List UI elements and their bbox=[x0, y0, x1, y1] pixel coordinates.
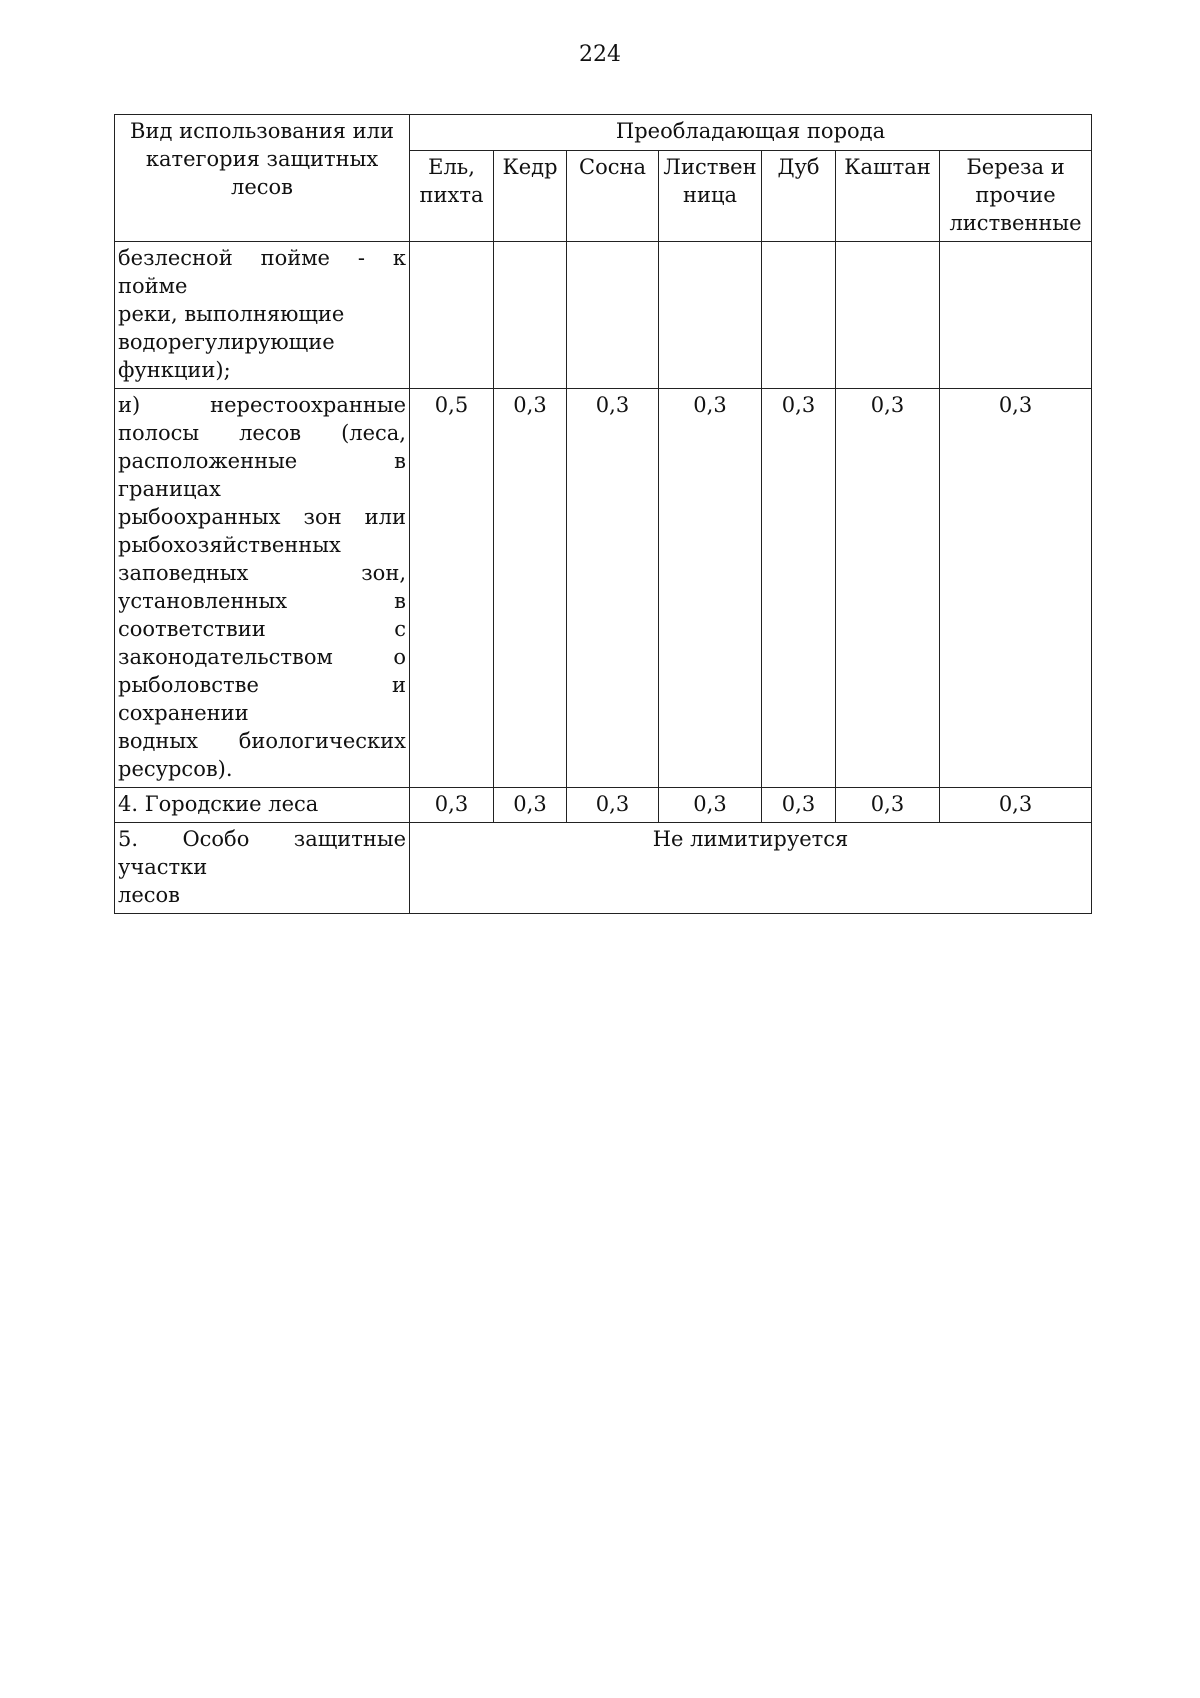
label-line: соответствии с bbox=[118, 617, 406, 641]
header-species: Кедр bbox=[494, 151, 567, 242]
table-cell: 0,3 bbox=[659, 788, 762, 823]
label-line: установленных в bbox=[118, 589, 406, 613]
table-cell bbox=[836, 242, 940, 389]
label-line: 5. Особо защитные участки bbox=[118, 827, 406, 879]
label-line: водных биологических bbox=[118, 729, 406, 753]
table-row bbox=[115, 788, 1092, 823]
label-line: полосы лесов (леса, bbox=[118, 421, 406, 445]
label-line: рыбоохранных зон или bbox=[118, 505, 406, 529]
header-species: Листвен ница bbox=[659, 151, 762, 242]
table-cell bbox=[410, 242, 494, 389]
header-species: Береза и прочие лиственные bbox=[940, 151, 1092, 242]
label-line: законодательством о bbox=[118, 645, 406, 669]
table-cell bbox=[659, 242, 762, 389]
label-line: рыбохозяйственных bbox=[118, 533, 341, 557]
label-line: рыболовстве и сохранении bbox=[118, 673, 406, 725]
header-row-1 bbox=[115, 115, 1092, 151]
table-cell: 0,3 bbox=[494, 788, 567, 823]
table-row bbox=[115, 389, 1092, 788]
label-line: лесов bbox=[118, 883, 180, 907]
table-cell bbox=[494, 242, 567, 389]
not-limited-cell: Не лимитируется bbox=[410, 823, 1092, 914]
label-line: заповедных зон, bbox=[118, 561, 406, 585]
table-cell: 0,3 bbox=[567, 788, 659, 823]
table-cell bbox=[567, 242, 659, 389]
header-species: Каштан bbox=[836, 151, 940, 242]
label-line: расположенные в границах bbox=[118, 449, 406, 501]
table-cell: 0,3 bbox=[762, 389, 836, 788]
row-label bbox=[115, 823, 410, 914]
table-cell: 0,3 bbox=[762, 788, 836, 823]
label-line: водорегулирующие bbox=[118, 330, 335, 354]
table-cell: 0,5 bbox=[410, 389, 494, 788]
table-cell: 0,3 bbox=[410, 788, 494, 823]
table-cell: 0,3 bbox=[836, 389, 940, 788]
label-line: безлесной пойме - к пойме bbox=[118, 246, 406, 298]
row-label bbox=[115, 788, 410, 823]
table-cell: 0,3 bbox=[940, 389, 1092, 788]
label-line: функции); bbox=[118, 358, 231, 382]
forest-table bbox=[114, 114, 1092, 914]
header-group-title: Преобладающая порода bbox=[410, 115, 1092, 151]
header-first-column: Вид использования или категория защитных лесов bbox=[115, 115, 410, 242]
table-row bbox=[115, 242, 1092, 389]
table-cell: 0,3 bbox=[940, 788, 1092, 823]
label-line: ресурсов). bbox=[118, 757, 233, 781]
table-row bbox=[115, 823, 1092, 914]
page-number: 224 bbox=[579, 42, 621, 67]
table-cell bbox=[940, 242, 1092, 389]
label-line: реки, выполняющие bbox=[118, 302, 345, 326]
row-label bbox=[115, 389, 410, 788]
table-cell: 0,3 bbox=[567, 389, 659, 788]
row-label bbox=[115, 242, 410, 389]
label-line: и) нерестоохранные bbox=[118, 393, 406, 417]
table-cell: 0,3 bbox=[659, 389, 762, 788]
table-cell: 0,3 bbox=[836, 788, 940, 823]
table-cell: 0,3 bbox=[494, 389, 567, 788]
header-species: Сосна bbox=[567, 151, 659, 242]
label-line: 4. Городские леса bbox=[118, 792, 319, 816]
table-cell bbox=[762, 242, 836, 389]
header-species: Дуб bbox=[762, 151, 836, 242]
header-species: Ель, пихта bbox=[410, 151, 494, 242]
